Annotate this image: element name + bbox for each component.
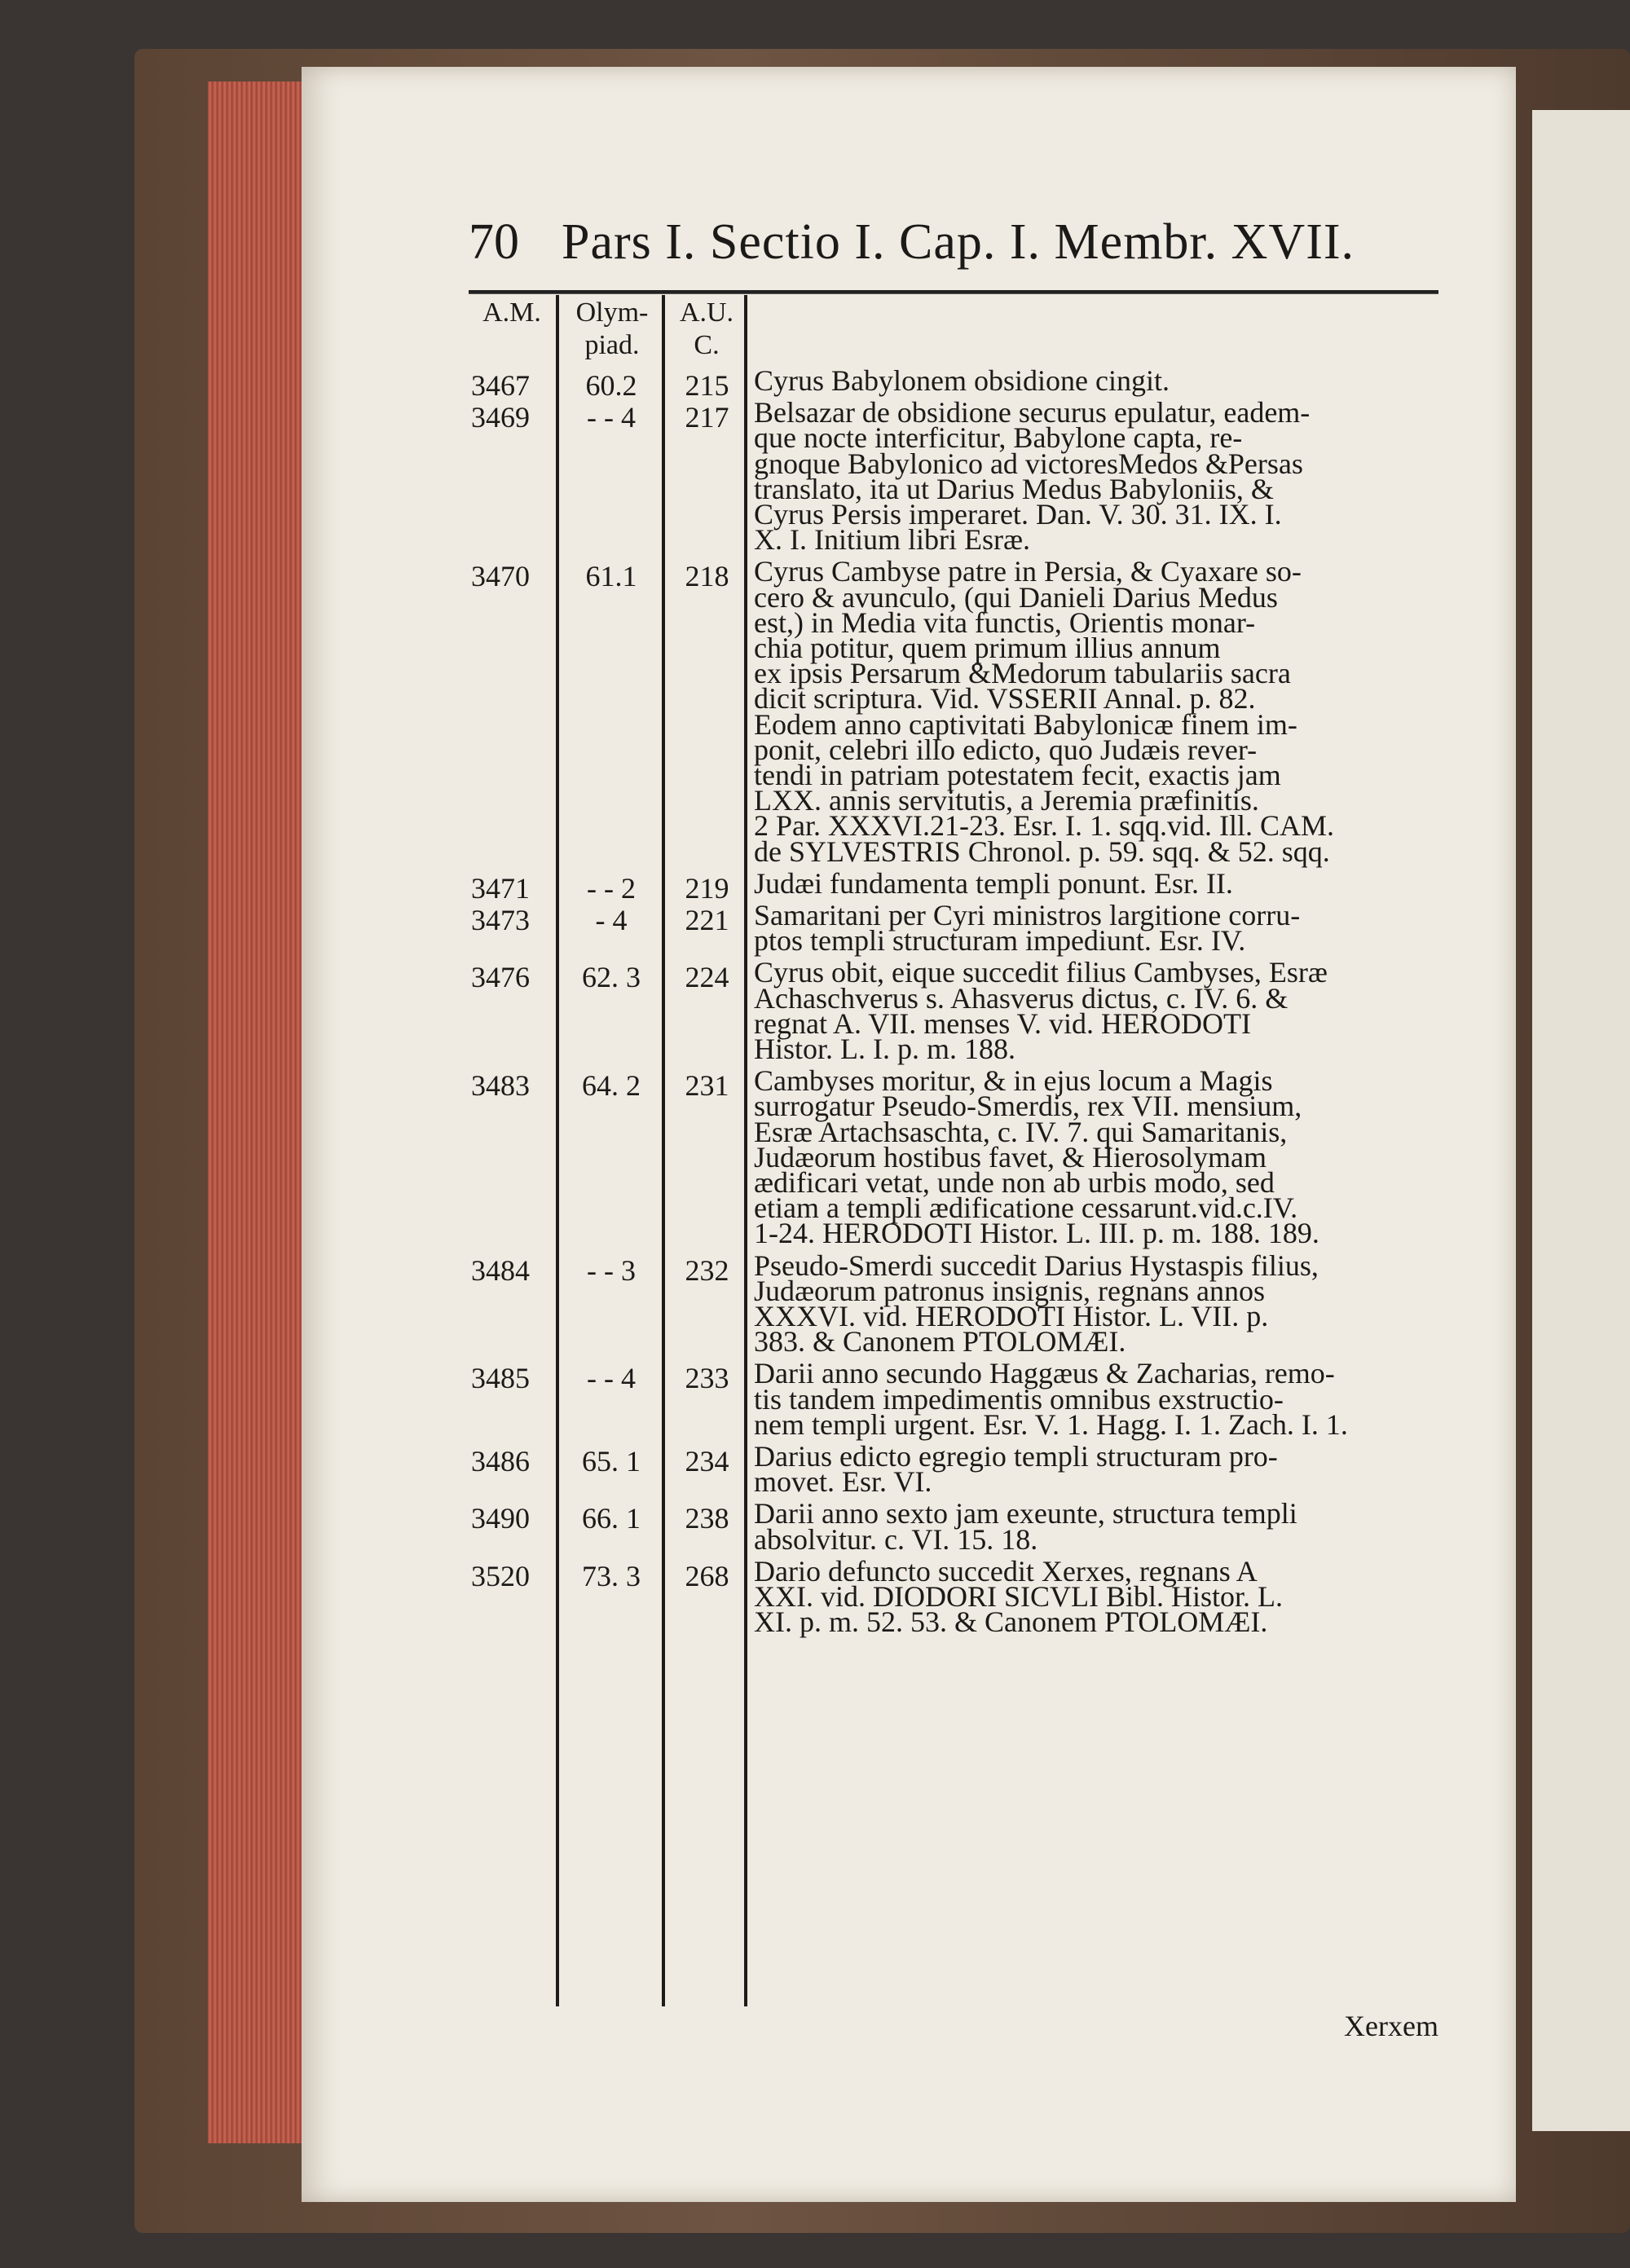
anno-urbis-value: 234 [685,1445,729,1478]
entry-text-line: que nocte interficitur, Babylone capta, re- [754,421,1243,455]
anno-urbis-value: 233 [685,1362,729,1395]
entry-text-line: Cyrus Babylonem obsidione cingit. [754,364,1170,397]
entry-text-line: tendi in patriam potestatem fecit, exactis jam [754,759,1281,792]
column-header-am: A.M. [482,297,541,328]
entry-text-line: Darii anno sexto jam exeunte, structura templi [754,1497,1297,1530]
anno-mundi-value: 3484 [471,1253,530,1287]
entry-text [754,866,1443,900]
entry-text-line: tis tandem impedimentis omnibus exstructio- [754,1382,1284,1416]
olympiad-value: 62. 3 [582,961,641,994]
entry-text-line: absolvitur. c. VI. 15. 18. [754,1522,1038,1556]
entry-text-line: ex ipsis Persarum &Medorum tabulariis sacra [754,657,1291,690]
entry-text [754,1064,1443,1250]
entry-text-line: Cyrus obit, eique succedit filius Cambyses, Esræ [754,956,1328,989]
entry-text-line: Cyrus Cambyse patre in Persia, & Cyaxare so- [754,555,1302,588]
column-rule-1 [556,295,559,2006]
entry-text-line: Achaschverus s. Ahasverus dictus, c. IV. 6. & [754,981,1289,1015]
olympiad-value: 60.2 [585,369,637,402]
entry-text-line: surrogatur Pseudo-Smerdis, rex VII. mensium, [754,1090,1302,1123]
olympiad-value: 64. 2 [582,1069,641,1103]
olympiad-value: - - 2 [587,871,636,905]
anno-mundi-value: 3486 [471,1445,530,1478]
running-header [469,214,1438,271]
olympiad-value: 65. 1 [582,1445,641,1478]
anno-urbis-value: 232 [685,1253,729,1287]
anno-mundi-value: 3476 [471,961,530,994]
entry-text-line: 1-24. HERODOTI Histor. L. III. p. m. 188. 189. [754,1217,1319,1250]
entry-text-line: translato, ita ut Darius Medus Babyloniis, & [754,472,1274,505]
entry-text-line: 2 Par. XXXVI.21-23. Esr. I. 1. sqq.vid. Ill. CAM. [754,809,1334,843]
anno-urbis-value: 268 [685,1559,729,1592]
entry-text-line: ptos templi structuram impediunt. Esr. IV. [754,924,1246,958]
column-rule-2 [662,295,665,2006]
column-header-olympiad: Olym-piad. [575,297,649,360]
entry-text-line: Eodem anno captivitati Babylonicæ finem im- [754,707,1297,741]
entry-text-line: de SYLVESTRIS Chronol. p. 59. sqq. & 52. sqq. [754,835,1330,868]
olympiad-value: - - 4 [587,401,636,434]
entry-text-line: ædificari vetat, unde non ab urbis modo, sed [754,1166,1275,1199]
olympiad-value: 61.1 [585,560,637,593]
column-header-au: A.U. C. [679,297,734,360]
anno-mundi-value: 3473 [471,904,530,936]
entry-text-line: Judæi fundamenta templi ponunt. Esr. II. [754,866,1233,900]
olympiad-value: - - 4 [587,1362,636,1395]
entry-text-line: Belsazar de obsidione securus epulatur, eadem- [754,396,1311,429]
anno-mundi-value: 3485 [471,1362,530,1395]
entry-text-line: XI. p. m. 52. 53. & Canonem PTOLOMÆI. [754,1605,1268,1639]
entry-text-line: Samaritani per Cyri ministros largitione corru- [754,899,1301,931]
entry-text-line: XXI. vid. DIODORI SICVLI Bibl. Histor. L. [754,1580,1283,1613]
entry-text-line: Darius edicto egregio templi structuram pro- [754,1440,1278,1473]
facing-page-edge [1532,110,1630,2131]
anno-urbis-value: 224 [685,961,729,994]
red-page-edges [208,81,306,2143]
entry-text-line: ponit, celebri illo edicto, quo Judæis rever- [754,733,1258,766]
anno-mundi-value: 3470 [471,560,530,593]
anno-urbis-value: 217 [685,401,729,434]
anno-mundi-value: 3471 [471,871,530,905]
entry-text-line: regnat A. VII. menses V. vid. HERODOTI [754,1006,1251,1040]
entry-text-line: X. I. Initium libri Esræ. [754,523,1030,557]
anno-mundi-value: 3520 [471,1559,530,1592]
entry-text [754,1357,1443,1441]
entry-text-line: Cyrus Persis imperaret. Dan. V. 30. 31. IX. I. [754,498,1282,531]
entry-text-line: cero & avunculo, (qui Danieli Darius Medus [754,580,1278,614]
entry-text [754,364,1443,397]
entry-text-line: etiam a templi ædificatione cessarunt.vid.c.IV. [754,1191,1298,1225]
entry-text-line: Esræ Artachsaschta, c. IV. 7. qui Samaritanis, [754,1115,1288,1148]
anno-mundi-value: 3490 [471,1502,530,1535]
entry-text-line: LXX. annis servitutis, a Jeremia præfinitis. [754,784,1259,817]
anno-urbis-value: 215 [685,369,729,402]
anno-mundi-value: 3469 [471,401,530,434]
entry-text [754,956,1443,1065]
anno-urbis-value: 231 [685,1069,729,1103]
anno-urbis-value: 219 [685,871,729,905]
entry-text-line: dicit scriptura. Vid. VSSERII Annal. p. 82. [754,682,1256,716]
entry-text-line: Dario defuncto succedit Xerxes, regnans A [754,1554,1258,1588]
entry-text-line: Darii anno secundo Haggæus & Zacharias, remo- [754,1357,1335,1390]
page-title: Pars I. Sectio I. Cap. I. Membr. XVII. [562,214,1355,270]
entry-text-line: XXXVI. vid. HERODOTI Histor. L. VII. p. [754,1300,1269,1332]
entry-text [754,396,1443,557]
entry-text [754,1440,1443,1499]
header-rule [469,290,1438,294]
entry-text [754,1249,1443,1359]
anno-mundi-value: 3483 [471,1069,530,1103]
entry-text-line: chia potitur, quem primum illius annum [754,632,1221,664]
entry-text-line: Histor. L. I. p. m. 188. [754,1033,1015,1065]
entry-text [754,1554,1443,1639]
page-number: 70 [469,214,519,270]
olympiad-value: - 4 [595,904,628,936]
entry-text-line: gnoque Babylonico ad victoresMedos &Persas [754,447,1303,480]
anno-urbis-value: 221 [685,904,729,936]
entry-text-line: movet. Esr. VI. [754,1465,932,1499]
entry-text [754,1497,1443,1556]
anno-urbis-value: 238 [685,1502,729,1535]
entry-text [754,899,1443,958]
column-rule-3 [744,295,747,2006]
entry-text-line: Judæorum hostibus favet, & Hierosolymam [754,1140,1267,1174]
entry-text-line: Pseudo-Smerdi succedit Darius Hystaspis filius, [754,1249,1319,1282]
entry-text-line: Cambyses moritur, & in ejus locum a Magis [754,1064,1273,1098]
catchword: Xerxem [1344,2010,1438,2042]
entry-text-line: est,) in Media vita functis, Orientis monar- [754,606,1256,639]
entry-text-line: nem templi urgent. Esr. V. 1. Hagg. I. 1. Zach. I. 1. [754,1407,1348,1441]
anno-mundi-value: 3467 [471,369,530,402]
anno-urbis-value: 218 [685,560,729,593]
olympiad-value: 73. 3 [582,1559,641,1592]
entry-text-line: Judæorum patronus insignis, regnans annos [754,1274,1265,1307]
entry-text-line: 383. & Canonem PTOLOMÆI. [754,1325,1126,1359]
entry-text [754,555,1443,868]
olympiad-value: 66. 1 [582,1502,641,1535]
olympiad-value: - - 3 [587,1253,636,1287]
